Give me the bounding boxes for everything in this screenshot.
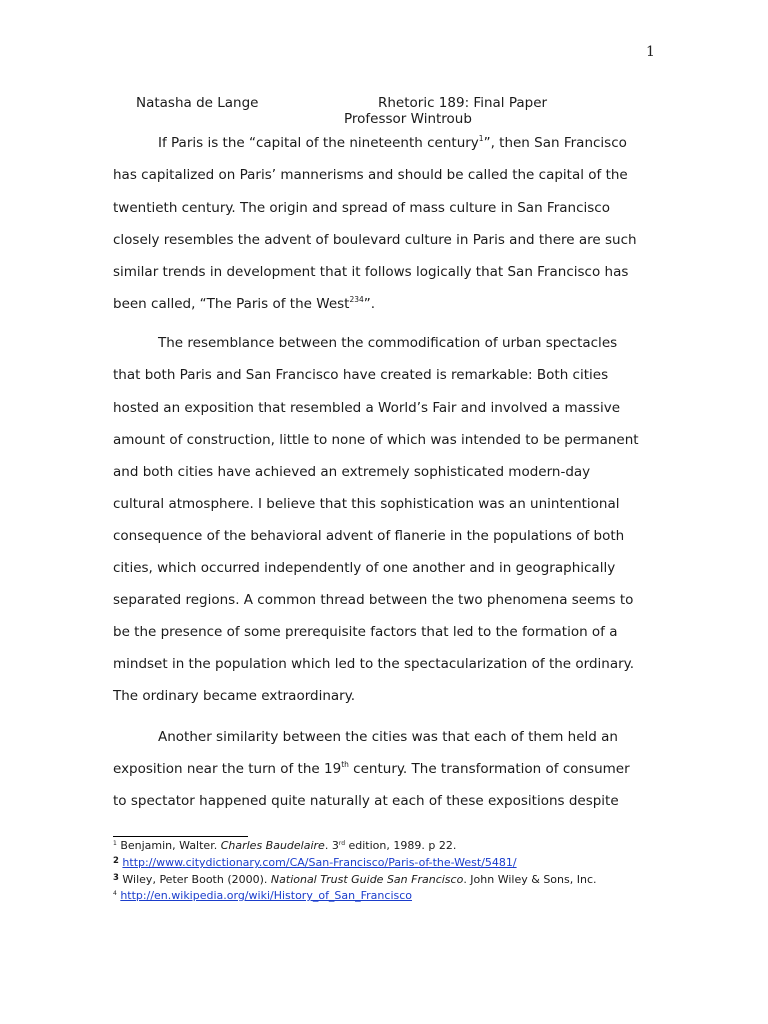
footnote-title: Charles Baudelaire: [220, 839, 325, 852]
footnote-3: $^3$ Wiley, Peter Booth (2000). National Trust Guide San Francisco. John Wiley & Sons, Inc.: [113, 873, 597, 886]
professor-name: Professor Wintroub: [344, 111, 472, 127]
paragraph-line: cities, which occurred independently of one another and in geographically: [113, 560, 616, 576]
paragraph-line: and both cities have achieved an extremely sophisticated modern-day: [113, 464, 591, 480]
paragraph-line: If Paris is the “capital of the nineteenth century$^1$”, then San Francisco: [158, 134, 627, 151]
footnote-mark: 2: [113, 856, 119, 866]
footnote-link[interactable]: http://en.wikipedia.org/wiki/History_of_San_Francisco: [120, 889, 413, 902]
footnote-ref[interactable]: 1: [478, 134, 484, 143]
paragraph-line: separated regions. A common thread between the two phenomena seems to: [113, 592, 634, 608]
footnote-title: National Trust Guide San Francisco: [270, 873, 464, 886]
paragraph-line: been called, “The Paris of the West$^{234}$”.: [113, 295, 376, 312]
footnote-mark: 4: [113, 890, 117, 897]
paragraph-line: Another similarity between the cities was that each of them held an: [158, 729, 618, 745]
paragraph-line: consequence of the behavioral advent of flanerie in the populations of both: [113, 528, 625, 544]
page-number: 1: [646, 44, 655, 60]
paragraph-line: twentieth century. The origin and spread of mass culture in San Francisco: [113, 200, 610, 216]
paragraph-line: The resemblance between the commodification of urban spectacles: [158, 335, 618, 351]
paragraph-line: that both Paris and San Francisco have created is remarkable: Both cities: [113, 367, 609, 383]
course-title: Rhetoric 189: Final Paper: [378, 95, 548, 111]
footnote-mark: 3: [113, 873, 119, 883]
paragraph-line: hosted an exposition that resembled a World’s Fair and involved a massive: [113, 400, 621, 416]
paragraph-line: amount of construction, little to none of which was intended to be permanent: [113, 432, 639, 448]
footnote-4: [113, 889, 412, 902]
paragraph-line: to spectator happened quite naturally at each of these expositions despite: [113, 793, 619, 809]
footnote-ref[interactable]: 234: [349, 295, 364, 304]
author-name: Natasha de Lange: [136, 95, 259, 111]
footnote-separator: [113, 836, 248, 837]
footnote-2: [113, 856, 517, 869]
paragraph-line: similar trends in development that it follows logically that San Francisco has: [113, 264, 629, 280]
ordinal-suffix: th: [341, 760, 349, 769]
paragraph-line: be the presence of some prerequisite factors that led to the formation of a: [113, 624, 618, 640]
paragraph-line: closely resembles the advent of boulevard culture in Paris and there are such: [113, 232, 637, 248]
footnote-1: $^1$ Benjamin, Walter. Charles Baudelaire. 3rd edition, 1989. p 22.: [113, 839, 457, 852]
paragraph-line: has capitalized on Paris’ mannerisms and should be called the capital of the: [113, 167, 628, 183]
paragraph-line: mindset in the population which led to the spectacularization of the ordinary.: [113, 656, 635, 672]
paragraph-line: exposition near the turn of the 19th century. The transformation of consumer: [113, 760, 630, 777]
paragraph-line: The ordinary became extraordinary.: [113, 688, 356, 704]
footnote-mark: 1: [113, 840, 117, 847]
footnote-link[interactable]: http://www.citydictionary.com/CA/San-Francisco/Paris-of-the-West/5481/: [122, 856, 517, 869]
paragraph-line: cultural atmosphere. I believe that this sophistication was an unintentional: [113, 496, 620, 512]
